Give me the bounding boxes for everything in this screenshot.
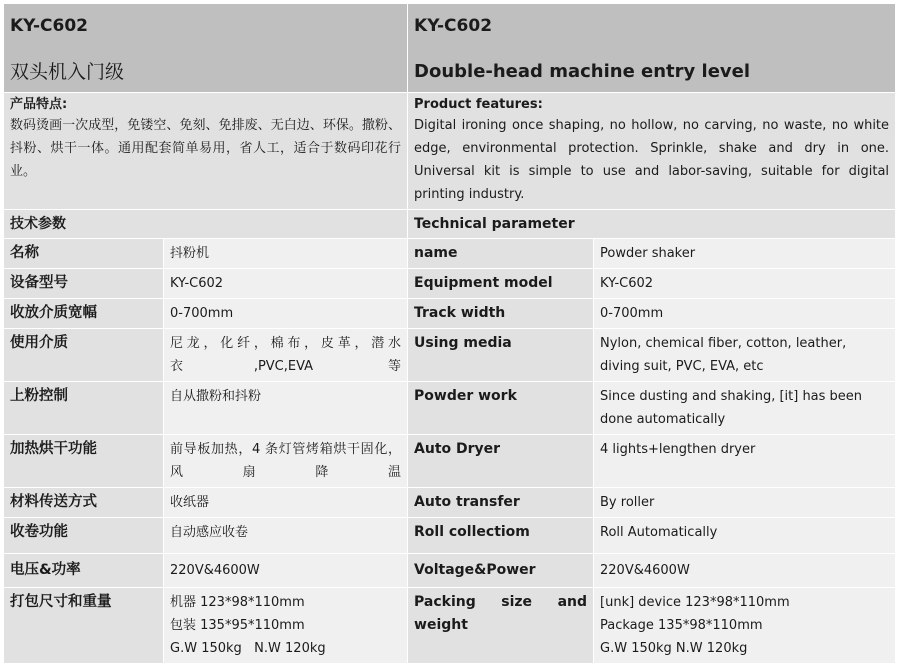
label-en: Roll collectiom	[408, 518, 594, 554]
value-en: 220V&4600W	[594, 554, 896, 588]
features-en	[408, 93, 896, 210]
label-en: name	[408, 239, 594, 269]
value-zh: 收纸器	[164, 488, 408, 518]
section-en: Technical parameter	[408, 210, 896, 239]
value-en: 4 lights+lengthen dryer	[594, 435, 896, 488]
spec-table	[3, 3, 896, 664]
value-zh: 尼龙，化纤，棉布，皮革，潜水衣,PVC,EVA 等	[164, 329, 408, 382]
features-title-zh: 产品特点:	[10, 97, 68, 112]
param-row-model	[4, 269, 896, 299]
value-en: Roll Automatically	[594, 518, 896, 554]
label-zh: 材料传送方式	[4, 488, 164, 518]
value-en: KY-C602	[594, 269, 896, 299]
packing-line-en: G.W 150kg N.W 120kg	[600, 641, 748, 656]
label-zh: 收卷功能	[4, 518, 164, 554]
label-en: Track width	[408, 299, 594, 329]
param-row-powder	[4, 382, 896, 435]
value-en: Since dusting and shaking, [it] has been done automatically	[594, 382, 896, 435]
label-zh: 收放介质宽幅	[4, 299, 164, 329]
param-row-packing	[4, 588, 896, 664]
value-zh: 抖粉机	[164, 239, 408, 269]
header-row	[4, 4, 896, 93]
label-en: Using media	[408, 329, 594, 382]
model-zh: KY-C602	[10, 16, 89, 36]
label-en: Auto Dryer	[408, 435, 594, 488]
value-zh: 220V&4600W	[164, 554, 408, 588]
model-en: KY-C602	[414, 16, 493, 36]
packing-value-en	[594, 588, 896, 664]
value-en: Powder shaker	[594, 239, 896, 269]
label-en: Voltage&Power	[408, 554, 594, 588]
param-row-name	[4, 239, 896, 269]
label-zh: 名称	[4, 239, 164, 269]
section-row	[4, 210, 896, 239]
features-row	[4, 93, 896, 210]
packing-label-zh: 打包尺寸和重量	[4, 588, 164, 664]
value-zh: 前导板加热，4 条灯管烤箱烘干固化，风扇降温	[164, 435, 408, 488]
value-zh: KY-C602	[164, 269, 408, 299]
param-row-dryer	[4, 435, 896, 488]
label-en: Auto transfer	[408, 488, 594, 518]
param-row-media	[4, 329, 896, 382]
value-zh: 自动感应收卷	[164, 518, 408, 554]
label-zh: 设备型号	[4, 269, 164, 299]
packing-line-zh: 机器 123*98*110mm	[170, 595, 305, 610]
header-en	[408, 4, 896, 93]
value-zh: 0-700mm	[164, 299, 408, 329]
param-row-width	[4, 299, 896, 329]
features-text-en: Digital ironing once shaping, no hollow, no carving, no waste, no white edge, environmental protection. Sprinkle, shake and dry in one. Universal kit is simple to use and labor-saving, suitable for digital printing industry.	[414, 118, 890, 202]
label-zh: 加热烘干功能	[4, 435, 164, 488]
value-en: 0-700mm	[594, 299, 896, 329]
features-title-en: Product features:	[414, 97, 543, 112]
param-row-power	[4, 554, 896, 588]
packing-line-en: Package 135*98*110mm	[600, 618, 763, 633]
packing-value-zh	[164, 588, 408, 664]
features-zh	[4, 93, 408, 210]
features-text-zh: 数码烫画一次成型，免镂空、免刻、免排废、无白边、环保。撒粉、抖粉、烘干一体。通用配套简单易用，省人工，适合于数码印花行业。	[10, 118, 402, 179]
title-en: Double-head machine entry level	[414, 61, 751, 82]
title-zh: 双头机入门级	[10, 61, 125, 83]
label-en: Equipment model	[408, 269, 594, 299]
value-en: Nylon, chemical fiber, cotton, leather, diving suit, PVC, EVA, etc	[594, 329, 896, 382]
param-row-transfer	[4, 488, 896, 518]
spec-sheet	[3, 3, 895, 664]
packing-line-zh: G.W 150kg N.W 120kg	[170, 641, 326, 656]
packing-line-zh: 包装 135*95*110mm	[170, 618, 305, 633]
param-row-roll	[4, 518, 896, 554]
label-zh: 使用介质	[4, 329, 164, 382]
label-en: Powder work	[408, 382, 594, 435]
packing-label-en: Packing size and weight	[408, 588, 594, 664]
packing-line-en: [unk] device 123*98*110mm	[600, 595, 790, 610]
header-zh	[4, 4, 408, 93]
label-zh: 上粉控制	[4, 382, 164, 435]
value-en: By roller	[594, 488, 896, 518]
value-zh: 自从撒粉和抖粉	[164, 382, 408, 435]
section-zh: 技术参数	[4, 210, 408, 239]
label-zh: 电压&功率	[4, 554, 164, 588]
